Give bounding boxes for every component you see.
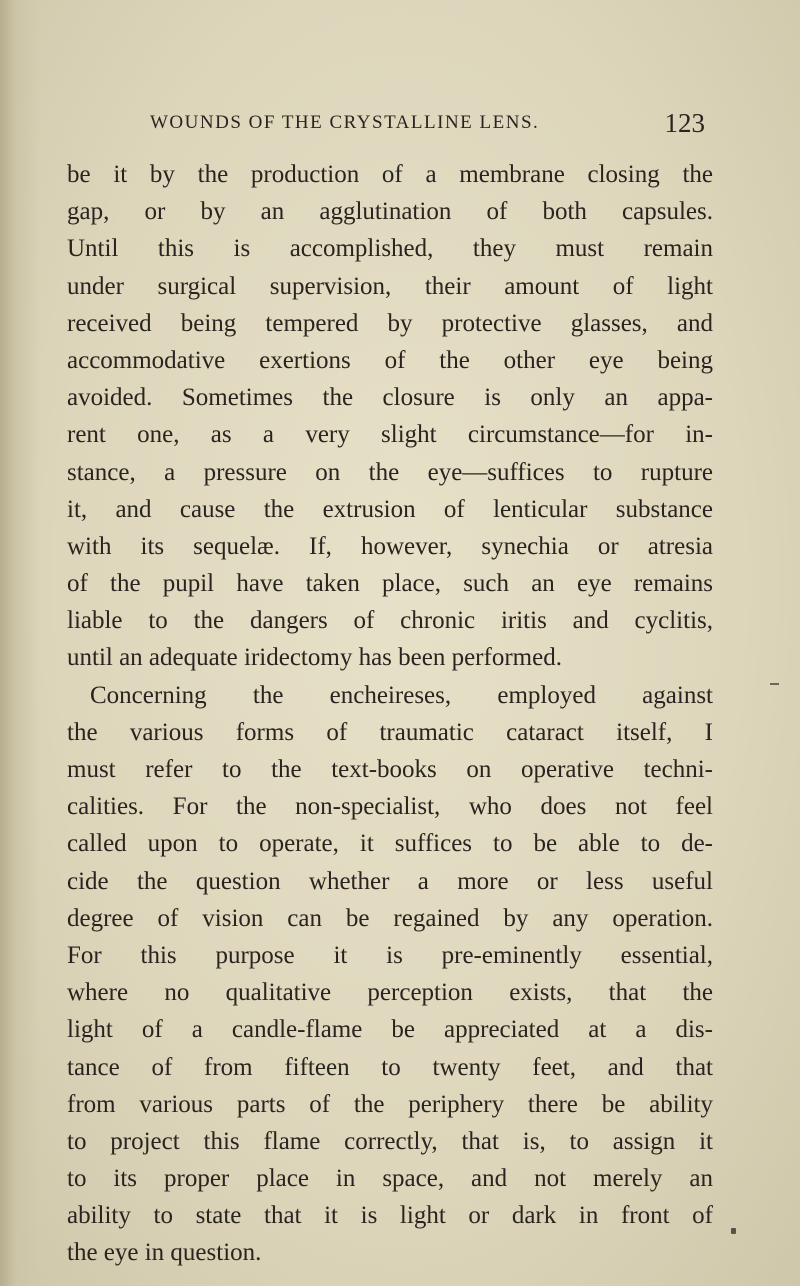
running-head: WOUNDS OF THE CRYSTALLINE LENS.	[150, 112, 540, 133]
text-line: to its proper place in space, and not merely an	[67, 1165, 713, 1193]
text-line: For this purpose it is pre-eminently essential,	[67, 941, 713, 969]
text-line: accommodative exertions of the other eye being	[67, 346, 713, 374]
text-line: where no qualitative perception exists, that the	[67, 979, 713, 1007]
text-line: under surgical supervision, their amount of light	[67, 272, 713, 300]
text-line: tance of from fifteen to twenty feet, and that	[67, 1053, 713, 1081]
body-text	[67, 156, 713, 1272]
ink-speck	[731, 1228, 736, 1234]
text-line: calities. For the non-specialist, who does not feel	[67, 793, 713, 821]
text-line: Concerning the encheireses, employed against	[90, 681, 713, 709]
page-gutter-shadow	[0, 0, 40, 1286]
page-number: 123	[664, 108, 705, 138]
page-header	[150, 108, 705, 140]
text-line: must refer to the text-books on operative techni-	[67, 756, 713, 783]
text-line: degree of vision can be regained by any operation.	[67, 904, 713, 932]
text-line: light of a candle-flame be appreciated at a dis-	[67, 1016, 713, 1044]
text-line: gap, or by an agglutination of both capsules.	[67, 198, 713, 226]
text-line: avoided. Sometimes the closure is only an appa-	[67, 384, 713, 412]
text-line: cide the question whether a more or less useful	[67, 867, 713, 895]
text-line: to project this flame correctly, that is, to assign it	[67, 1127, 713, 1155]
text-line: with its sequelæ. If, however, synechia or atresia	[67, 532, 713, 560]
text-line: the various forms of traumatic cataract itself, I	[67, 718, 713, 746]
text-line: stance, a pressure on the eye—suffices to rupture	[67, 458, 713, 486]
text-line: be it by the production of a membrane closing the	[67, 161, 713, 188]
text-line: called upon to operate, it suffices to be able to de-	[67, 830, 713, 858]
text-line: it, and cause the extrusion of lenticular substance	[67, 495, 713, 523]
margin-mark	[770, 683, 779, 685]
text-line: the eye in question.	[67, 1239, 262, 1267]
text-line: rent one, as a very slight circumstance—for in-	[67, 421, 713, 449]
text-line: received being tempered by protective glasses, and	[67, 309, 713, 337]
text-line: of the pupil have taken place, such an eye remains	[67, 570, 713, 598]
text-line: until an adequate iridectomy has been performed.	[67, 644, 562, 672]
text-line: Until this is accomplished, they must remain	[67, 235, 713, 263]
text-line: liable to the dangers of chronic iritis and cyclitis,	[67, 607, 713, 635]
text-line: ability to state that it is light or dark in front of	[67, 1202, 713, 1230]
text-line: from various parts of the periphery there be ability	[67, 1090, 713, 1118]
